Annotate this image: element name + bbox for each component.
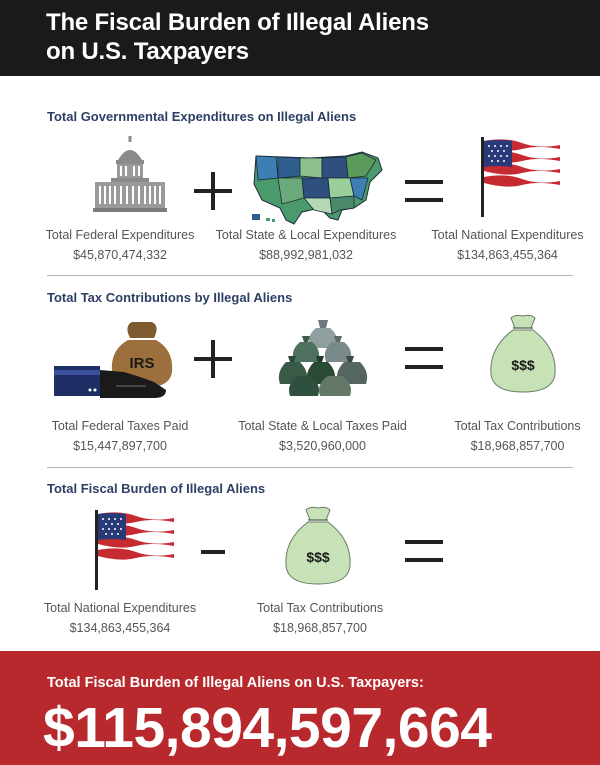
page-title xyxy=(46,8,566,66)
total-burden-amount: $115,894,597,664 xyxy=(43,696,492,760)
federal-taxes-paid-value: $15,447,897,700 xyxy=(73,439,167,453)
federal-taxes-paid xyxy=(30,416,210,456)
state-local-taxes-paid-value: $3,520,960,000 xyxy=(279,439,366,453)
page-title-line2: on U.S. Taxpayers xyxy=(46,38,249,65)
header-banner xyxy=(0,0,600,76)
divider xyxy=(47,467,573,468)
money-bag-icon xyxy=(280,506,356,588)
equals-icon xyxy=(405,540,443,564)
capitol-building-icon xyxy=(93,136,167,212)
total-tax-contributions xyxy=(440,416,595,456)
plus-icon xyxy=(194,340,232,378)
plus-icon xyxy=(194,172,232,210)
us-flag-icon xyxy=(476,137,562,217)
money-bag-icon xyxy=(485,314,561,396)
minus-icon xyxy=(201,550,225,554)
federal-expenditures xyxy=(30,225,210,265)
section-fiscal-burden-title: Total Fiscal Burden of Illegal Aliens xyxy=(47,481,266,496)
state-local-taxes-paid-label: Total State & Local Taxes Paid xyxy=(238,419,407,433)
national-expenditures-value: $134,863,455,364 xyxy=(457,248,558,262)
equals-icon xyxy=(405,180,443,204)
state-local-taxes-paid xyxy=(225,416,420,456)
money-bag-text: $$$ xyxy=(306,549,330,565)
total-tax-contributions-value: $18,968,857,700 xyxy=(273,621,367,635)
divider xyxy=(47,275,573,276)
us-map-icon xyxy=(250,148,388,226)
state-local-expenditures xyxy=(210,225,402,265)
total-tax-contributions-label: Total Tax Contributions xyxy=(256,601,384,615)
us-flag-icon xyxy=(90,510,176,590)
federal-expenditures-label: Total Federal Expenditures xyxy=(45,228,195,242)
total-tax-contributions-label: Total Tax Contributions xyxy=(454,419,581,433)
equals-icon xyxy=(405,347,443,371)
footer-banner xyxy=(0,651,600,765)
total-tax-contributions xyxy=(235,598,405,638)
page-title-line1: The Fiscal Burden of Illegal Aliens xyxy=(46,9,429,36)
national-expenditures-label: Total National Expenditures xyxy=(431,228,584,242)
national-expenditures-label: Total National Expenditures xyxy=(43,601,197,615)
national-expenditures xyxy=(30,598,210,638)
state-local-expenditures-label: Total State & Local Expenditures xyxy=(215,228,397,242)
federal-taxes-paid-label: Total Federal Taxes Paid xyxy=(51,419,189,433)
federal-expenditures-value: $45,870,474,332 xyxy=(73,248,167,262)
section-contributions-title: Total Tax Contributions by Illegal Aliens xyxy=(47,290,293,305)
money-bag-text: $$$ xyxy=(511,357,535,373)
national-expenditures-value: $134,863,455,364 xyxy=(69,621,171,635)
total-burden-label: Total Fiscal Burden of Illegal Aliens on U.S. Taxpayers: xyxy=(47,675,424,691)
national-expenditures xyxy=(425,225,590,265)
irs-bag-text: IRS xyxy=(129,355,155,372)
money-bags-pile-icon xyxy=(278,318,370,398)
section-expenditures-title: Total Governmental Expenditures on Illegal Aliens xyxy=(47,109,357,124)
state-local-expenditures-value: $88,992,981,032 xyxy=(259,248,353,262)
total-tax-contributions-value: $18,968,857,700 xyxy=(470,439,565,453)
irs-money-bag-icon xyxy=(54,320,176,406)
